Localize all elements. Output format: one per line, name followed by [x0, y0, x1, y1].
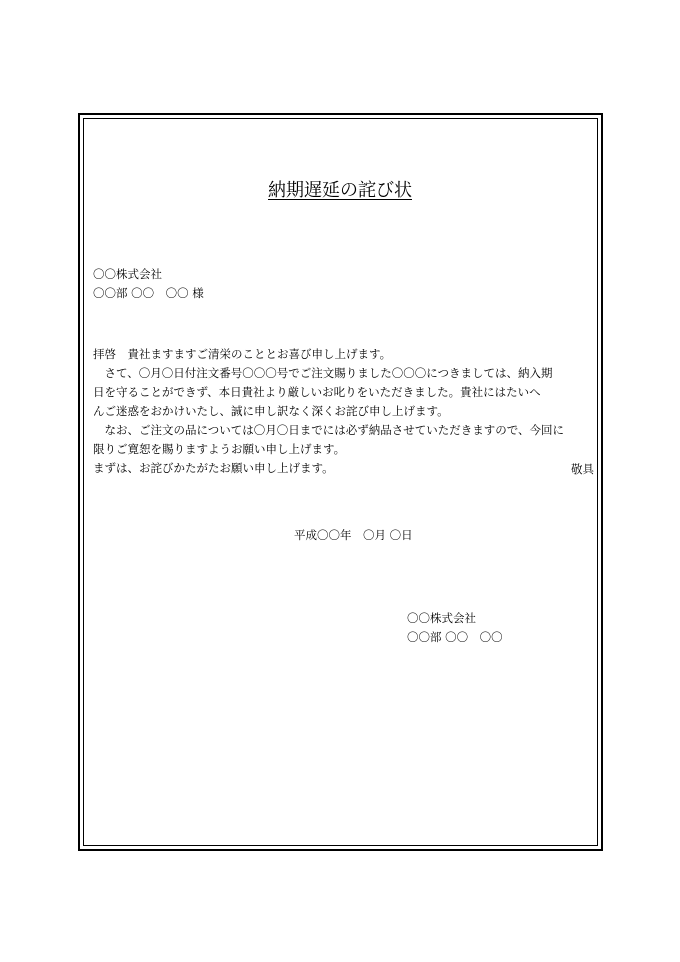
sender-company: 〇〇株式会社 — [407, 611, 476, 625]
body-line: まずは、お詫びかたがたお願い申し上げます。 — [93, 461, 334, 475]
addressee-person: 〇〇部 〇〇 〇〇 様 — [93, 286, 204, 300]
page-border — [78, 113, 603, 851]
letter-body — [93, 345, 564, 478]
body-line: 日を守ることができず、本日貴社より厳しいお叱りをいただきました。貴社にはたいへ — [93, 385, 541, 399]
body-line: 拝啓 貴社ますますご清栄のこととお喜び申し上げます。 — [93, 347, 392, 361]
body-line: んご迷惑をおかけいたし、誠に申し訳なく深くお詫び申し上げます。 — [93, 404, 449, 418]
document-title — [0, 178, 680, 204]
letter-date: 平成〇〇年 〇月 〇日 — [294, 528, 413, 542]
body-line: さて、〇月〇日付注文番号〇〇〇号でご注文賜りました〇〇〇につきましては、納入期 — [93, 366, 553, 380]
body-line: なお、ご注文の品については〇月〇日までには必ず納品させていただきますので、今回に — [93, 423, 565, 437]
addressee-company: 〇〇株式会社 — [93, 267, 162, 281]
closing-phrase: 敬具 — [571, 462, 594, 476]
sender-person: 〇〇部 〇〇 〇〇 — [407, 630, 503, 644]
page-border-inner — [83, 118, 598, 846]
sender-block — [407, 609, 503, 647]
body-line: 限りご寛恕を賜りますようお願い申し上げます。 — [93, 442, 346, 456]
document-title-text: 納期遅延の詫び状 — [268, 180, 412, 201]
addressee-block — [93, 265, 204, 303]
